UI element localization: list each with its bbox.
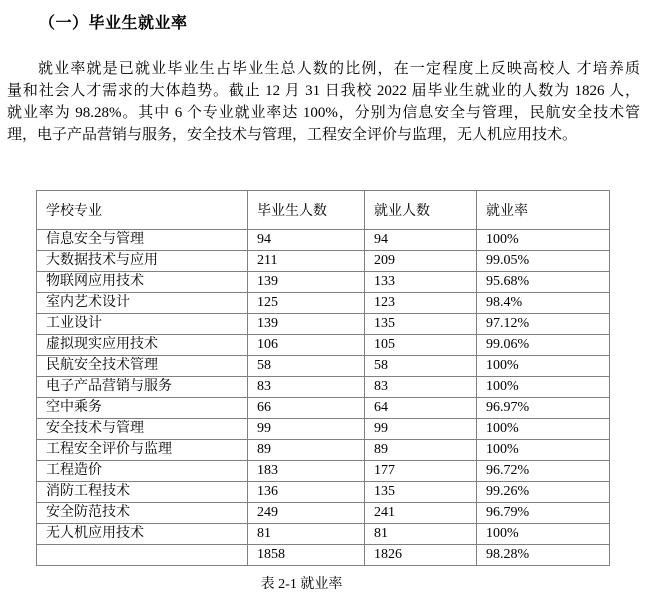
table-row — [37, 293, 610, 314]
table-row — [37, 377, 610, 398]
table-row — [37, 335, 610, 356]
table-total-row — [37, 545, 610, 566]
cell-rate: 99.26% — [477, 482, 610, 503]
cell-employed: 1826 — [365, 545, 477, 566]
table-header-row — [37, 191, 610, 230]
cell-rate: 95.68% — [477, 272, 610, 293]
column-header-rate: 就业率 — [477, 191, 610, 230]
cell-rate: 99.05% — [477, 251, 610, 272]
cell-major: 物联网应用技术 — [37, 272, 248, 293]
cell-employed: 177 — [365, 461, 477, 482]
cell-major: 消防工程技术 — [37, 482, 248, 503]
cell-major: 民航安全技术管理 — [37, 356, 248, 377]
cell-major: 无人机应用技术 — [37, 524, 248, 545]
table-row — [37, 503, 610, 524]
cell-employed: 135 — [365, 314, 477, 335]
cell-rate: 96.97% — [477, 398, 610, 419]
cell-major: 室内艺术设计 — [37, 293, 248, 314]
cell-rate: 100% — [477, 440, 610, 461]
paragraph-line: 理，电子产品营销与服务，安全技术与管理，工程安全评价与监理，无人机应用技术。 — [7, 127, 578, 143]
cell-major: 虚拟现实应用技术 — [37, 335, 248, 356]
cell-major: 空中乘务 — [37, 398, 248, 419]
cell-major: 安全防范技术 — [37, 503, 248, 524]
cell-rate: 98.28% — [477, 545, 610, 566]
cell-rate: 100% — [477, 356, 610, 377]
cell-graduates: 139 — [248, 272, 365, 293]
employment-rate-table — [36, 190, 610, 566]
cell-rate: 96.72% — [477, 461, 610, 482]
column-header-employed: 就业人数 — [365, 191, 477, 230]
cell-rate: 100% — [477, 524, 610, 545]
table-row — [37, 524, 610, 545]
cell-employed: 89 — [365, 440, 477, 461]
cell-employed: 133 — [365, 272, 477, 293]
paragraph-line: 量和社会人才需求的大体趋势。截止 12 月 31 日我校 2022 届毕业生就业的人数为 1826 人， — [7, 83, 640, 99]
cell-employed: 209 — [365, 251, 477, 272]
cell-graduates: 106 — [248, 335, 365, 356]
cell-graduates: 83 — [248, 377, 365, 398]
cell-graduates: 1858 — [248, 545, 365, 566]
cell-employed: 81 — [365, 524, 477, 545]
cell-graduates: 99 — [248, 419, 365, 440]
column-header-graduates: 毕业生人数 — [248, 191, 365, 230]
cell-major: 工业设计 — [37, 314, 248, 335]
cell-employed: 83 — [365, 377, 477, 398]
cell-major: 工程安全评价与监理 — [37, 440, 248, 461]
cell-rate: 96.79% — [477, 503, 610, 524]
cell-graduates: 183 — [248, 461, 365, 482]
cell-graduates: 81 — [248, 524, 365, 545]
cell-graduates: 89 — [248, 440, 365, 461]
cell-graduates: 139 — [248, 314, 365, 335]
cell-employed: 135 — [365, 482, 477, 503]
cell-graduates: 249 — [248, 503, 365, 524]
cell-graduates: 211 — [248, 251, 365, 272]
table-row — [37, 356, 610, 377]
cell-major — [37, 545, 248, 566]
cell-employed: 58 — [365, 356, 477, 377]
cell-employed: 64 — [365, 398, 477, 419]
table-row — [37, 419, 610, 440]
cell-rate: 100% — [477, 377, 610, 398]
table-row — [37, 272, 610, 293]
table-row — [37, 251, 610, 272]
table-row — [37, 461, 610, 482]
paragraph-line: 就业率为 98.28%。其中 6 个专业就业率达 100%，分别为信息安全与管理，民航安全技术管 — [7, 105, 640, 121]
cell-employed: 123 — [365, 293, 477, 314]
section-heading: （一）毕业生就业率 — [39, 15, 188, 32]
table-row — [37, 314, 610, 335]
cell-graduates: 94 — [248, 230, 365, 251]
body-paragraph — [7, 58, 640, 146]
cell-major: 电子产品营销与服务 — [37, 377, 248, 398]
cell-rate: 97.12% — [477, 314, 610, 335]
cell-major: 信息安全与管理 — [37, 230, 248, 251]
cell-employed: 105 — [365, 335, 477, 356]
cell-employed: 94 — [365, 230, 477, 251]
table-row — [37, 230, 610, 251]
cell-major: 工程造价 — [37, 461, 248, 482]
cell-rate: 100% — [477, 419, 610, 440]
cell-rate: 100% — [477, 230, 610, 251]
cell-rate: 98.4% — [477, 293, 610, 314]
cell-graduates: 136 — [248, 482, 365, 503]
cell-rate: 99.06% — [477, 335, 610, 356]
table-row — [37, 440, 610, 461]
cell-graduates: 66 — [248, 398, 365, 419]
cell-employed: 241 — [365, 503, 477, 524]
table-row — [37, 482, 610, 503]
paragraph-line: 就业率就是已就业毕业生占毕业生总人数的比例，在一定程度上反映高校人 才培养质 — [38, 61, 640, 77]
cell-employed: 99 — [365, 419, 477, 440]
cell-major: 安全技术与管理 — [37, 419, 248, 440]
table-row — [37, 398, 610, 419]
table-caption: 表 2-1 就业率 — [260, 577, 343, 592]
cell-graduates: 58 — [248, 356, 365, 377]
cell-major: 大数据技术与应用 — [37, 251, 248, 272]
column-header-major: 学校专业 — [37, 191, 248, 230]
cell-graduates: 125 — [248, 293, 365, 314]
table-body — [37, 230, 610, 566]
